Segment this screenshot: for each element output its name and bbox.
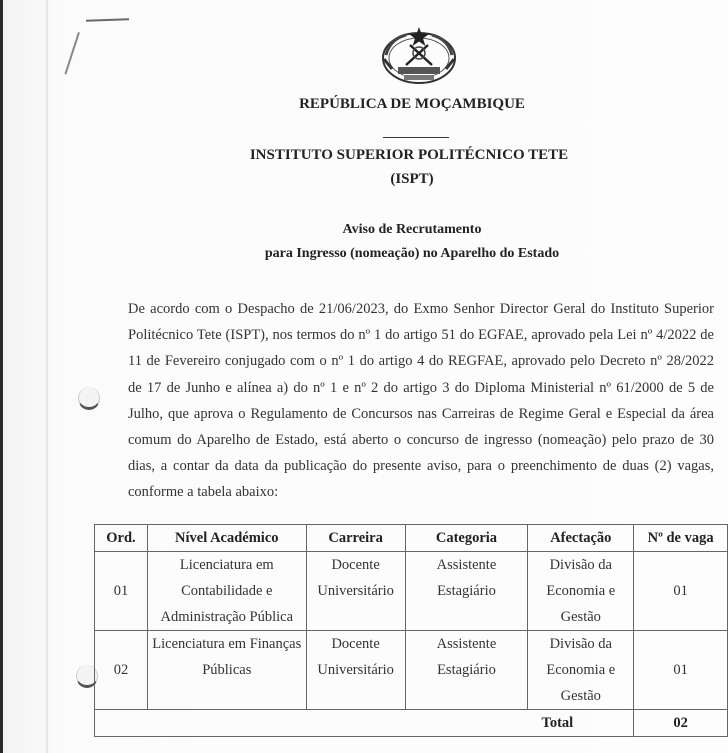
punch-hole: [78, 387, 100, 410]
cell-ord: 01: [95, 552, 148, 631]
cell-afectacao: Divisão da Economia e Gestão: [528, 631, 634, 710]
cell-afectacao: Divisão da Economia e Gestão: [528, 552, 634, 631]
total-label: Total: [95, 710, 634, 737]
header-carreira: Carreira: [306, 525, 405, 552]
notice-subtitle: para Ingresso (nomeação) no Aparelho do Estado: [264, 246, 560, 261]
emblem-icon: [376, 25, 462, 87]
cell-nivel: Licenciatura em Finanças Públicas: [147, 631, 306, 710]
header-ord: Ord.: [95, 525, 148, 552]
heading-divider: [383, 137, 449, 138]
header-nivel-academico: Nível Académico: [147, 525, 306, 552]
cell-ord: 02: [95, 631, 148, 710]
cell-vagas: 01: [634, 552, 728, 631]
cell-carreira: Docente Universitário: [306, 631, 405, 710]
header-n-vaga: Nº de vaga: [634, 525, 728, 552]
table-total-row: [95, 710, 728, 737]
notice-title: Aviso de Recrutamento: [342, 222, 482, 237]
institution-heading: INSTITUTO SUPERIOR POLITÉCNICO TETE: [249, 147, 569, 163]
total-value: 02: [634, 710, 728, 737]
table-row: [95, 552, 728, 631]
cell-vagas: 01: [634, 631, 728, 710]
header-afectacao: Afectação: [528, 525, 634, 552]
table-row: [95, 631, 728, 710]
header-categoria: Categoria: [405, 525, 528, 552]
country-heading: REPÚBLICA DE MOÇAMBIQUE: [299, 96, 525, 112]
body-paragraph: De acordo com o Despacho de 21/06/2023, do Exmo Senhor Director Geral do Instituto Superior Politécnico Tete (ISPT), nos termos do nº 1 do artigo 51 do EGFAE, aprovado pela Lei nº 4/2022 de 11 de Fevereiro conjugado com o nº 1 do artigo 4 do REGFAE, aprovado pelo Decreto nº 28/2022 de 17 de Junho e alínea a) do nº 1 e nº 2 do artigo 3 do Diploma Ministerial nº 61/2000 de 5 de Julho, que aprova o Regulamento de Concursos nas Carreiras de Regime Geral e Especial da área comum do Aparelho de Estado, está aberto o concurso de ingresso (nomeação) pelo prazo de 30 dias, a contar da data da publicação do presente aviso, para o preenchimento de duas (2) vagas, conforme a tabela abaixo:: [128, 301, 714, 501]
institution-acronym: (ISPT): [390, 171, 434, 187]
cell-categoria: Assistente Estagiário: [405, 631, 528, 710]
vacancies-table: [94, 524, 728, 737]
cell-nivel: Licenciatura em Contabilidade e Administração Pública: [147, 552, 306, 631]
cell-carreira: Docente Universitário: [306, 552, 405, 631]
cell-categoria: Assistente Estagiário: [405, 552, 528, 631]
table-header-row: [95, 525, 728, 552]
